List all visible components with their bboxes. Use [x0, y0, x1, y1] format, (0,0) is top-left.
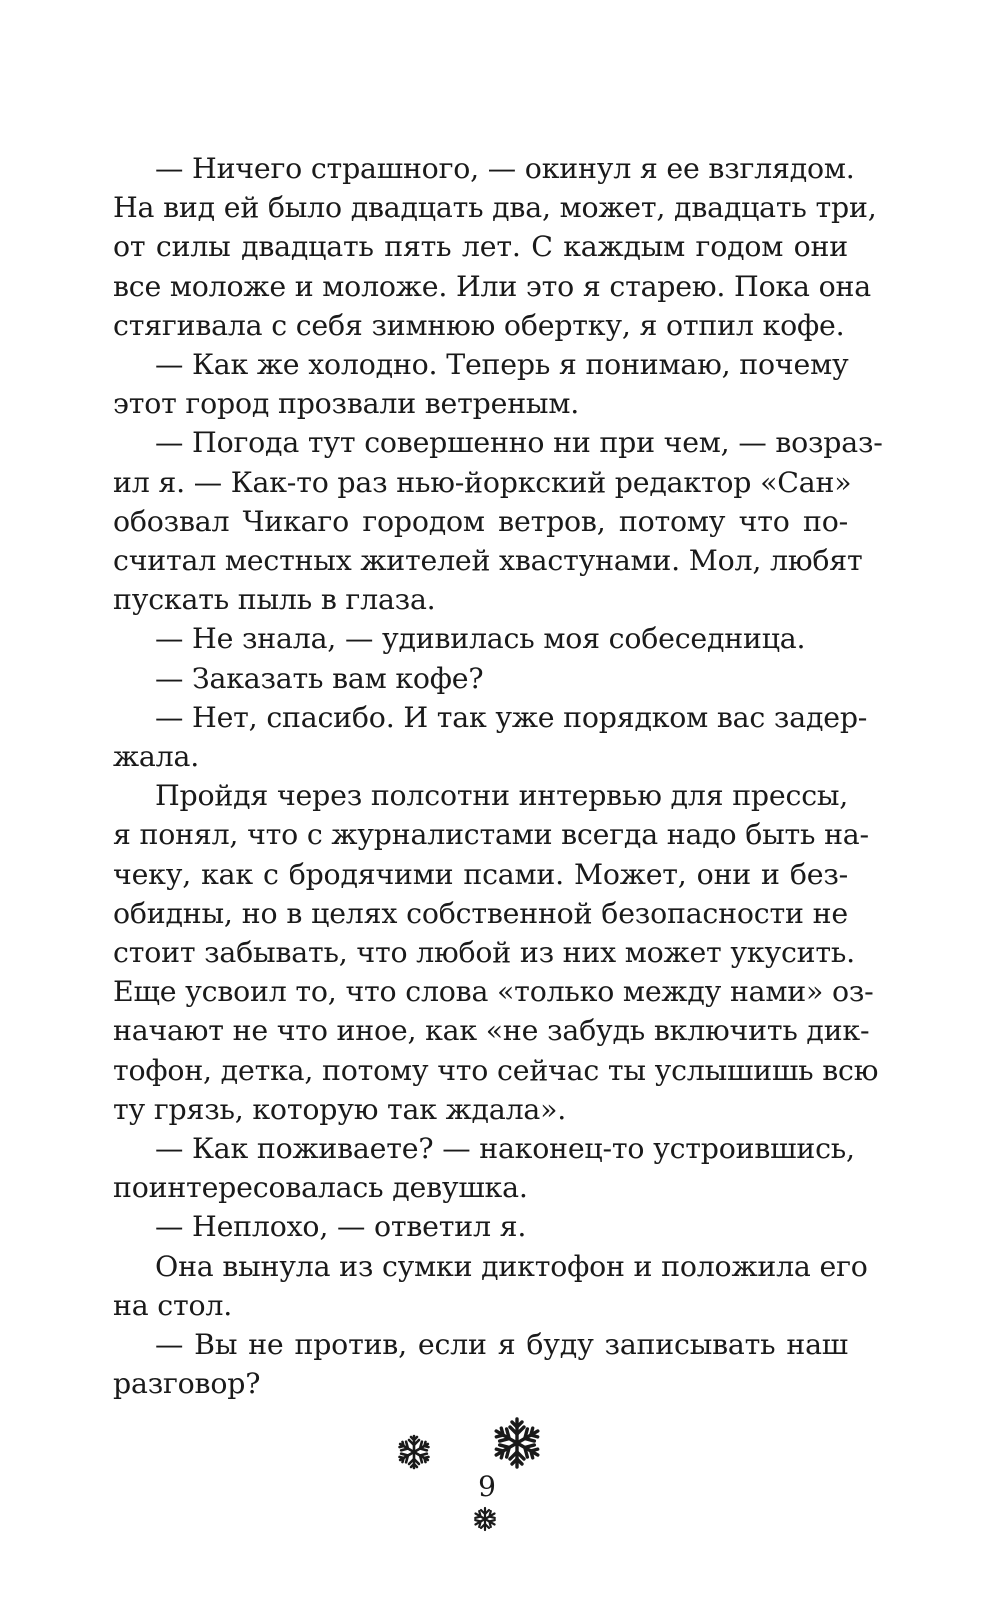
text-line: — Неплохо, — ответил я.: [155, 1210, 527, 1244]
text-line: — Не знала, — удивилась моя собеседница.: [155, 622, 806, 656]
text-line: на стол.: [113, 1288, 233, 1322]
text-line: обозвал Чикаго городом ветров, потому что по-: [113, 504, 848, 538]
text-line: Еще усвоил то, что слова «только между нами» оз-: [113, 975, 874, 1009]
text-line: начают не что иное, как «не забудь включить дик-: [113, 1014, 870, 1048]
text-line: поинтересовалась девушка.: [113, 1171, 528, 1205]
text-line: На вид ей было двадцать два, может, двадцать три,: [113, 191, 877, 225]
text-line: ил я. — Как-то раз нью-йоркский редактор «Сан»: [113, 465, 852, 499]
text-line: — Как поживаете? — наконец-то устроившись,: [155, 1132, 855, 1166]
page-footer: [0, 1420, 1000, 1540]
text-line: считал местных жителей хвастунами. Мол, любят: [113, 544, 863, 578]
text-line: жала.: [113, 740, 200, 774]
snowflake-icon: [396, 1434, 432, 1470]
text-line: — Вы не против, если я буду записывать наш: [155, 1328, 848, 1362]
text-line: разговор?: [113, 1367, 261, 1401]
text-line: чеку, как с бродячими псами. Может, они и без-: [113, 857, 848, 891]
text-line: этот город прозвали ветреным.: [113, 387, 580, 421]
text-line: от силы двадцать пять лет. С каждым годом они: [113, 230, 848, 264]
text-line: Пройдя через полсотни интервью для прессы,: [155, 779, 849, 813]
snowflake-icon: [472, 1506, 498, 1532]
snowflake-icon: [490, 1416, 544, 1470]
text-line: стягивала с себя зимнюю обертку, я отпил кофе.: [113, 308, 845, 342]
text-line: — Погода тут совершенно ни при чем, — возраз-: [155, 426, 883, 460]
text-line: пускать пыль в глаза.: [113, 583, 436, 617]
book-page-body: [113, 149, 883, 1404]
page-number: 9: [478, 1470, 496, 1503]
text-line: стоит забывать, что любой из них может укусить.: [113, 936, 855, 970]
text-line: — Как же холодно. Теперь я понимаю, почему: [155, 348, 849, 382]
text-line: все моложе и моложе. Или это я старею. Пока она: [113, 269, 871, 303]
text-line: — Ничего страшного, — окинул я ее взглядом.: [155, 152, 855, 185]
text-line: — Заказать вам кофе?: [155, 661, 484, 695]
text-line: тофон, детка, потому что сейчас ты услышишь всю: [113, 1053, 879, 1087]
text-line: Она вынула из сумки диктофон и положила его: [155, 1249, 868, 1283]
text-line: — Нет, спасибо. И так уже порядком вас задер-: [155, 700, 868, 734]
text-line: я понял, что с журналистами всегда надо быть на-: [113, 818, 869, 852]
text-line: ту грязь, которую так ждала».: [113, 1092, 567, 1126]
text-line: обидны, но в целях собственной безопасности не: [113, 896, 848, 930]
